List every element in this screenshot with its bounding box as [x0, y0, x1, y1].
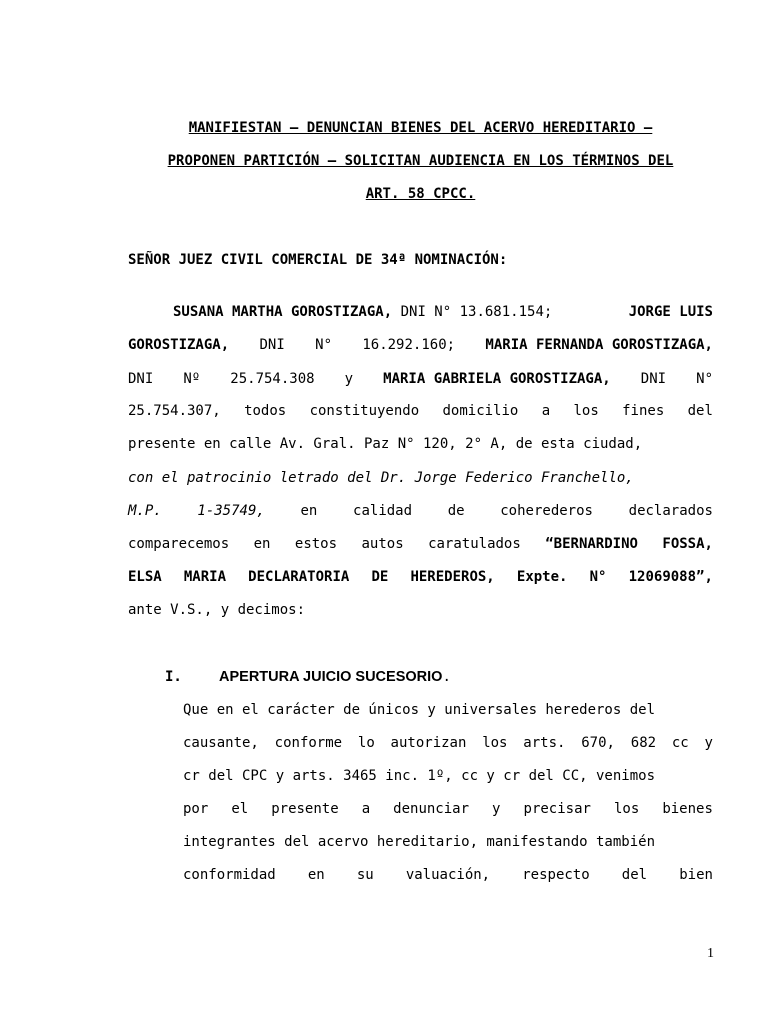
word: 670, [581, 735, 615, 751]
word: a [361, 801, 371, 817]
word: Expte. [516, 569, 568, 585]
word: N° [696, 371, 713, 387]
section1-line-4 [183, 799, 713, 819]
word: lo [357, 735, 375, 751]
word: 682 [630, 735, 657, 751]
word: en [300, 503, 318, 519]
title-line-2: PROPONEN PARTICIÓN – SOLICITAN AUDIENCIA EN LOS TÉRMINOS DEL [167, 153, 674, 169]
word: todos [244, 403, 287, 419]
intro-line-8 [128, 534, 713, 554]
word: ELSA [128, 569, 162, 585]
intro-line-3 [128, 369, 713, 389]
word: HEREDEROS, [410, 569, 495, 585]
word: 25.754.307, [128, 403, 221, 419]
word: en [253, 536, 271, 552]
word: DECLARATORIA [248, 569, 350, 585]
word: precisar [523, 801, 591, 817]
word: coherederos [500, 503, 593, 519]
word: FOSSA, [662, 536, 713, 552]
word: DNI [128, 371, 154, 387]
party-name: SUSANA MARTHA GOROSTIZAGA, [173, 304, 393, 320]
word: respecto [522, 867, 590, 883]
section1-line-1: Que en el carácter de únicos y universales herederos del [183, 702, 656, 718]
word: N° [315, 337, 332, 353]
intro-line-2 [128, 335, 713, 355]
word: DNI [640, 371, 667, 387]
section1-line-6 [183, 865, 713, 885]
word: 16.292.160; [362, 337, 456, 353]
word: por [183, 801, 209, 817]
word: caratulados [428, 536, 521, 552]
party-dni: DNI N° 13.681.154; [400, 304, 553, 320]
word: MARIA [183, 569, 227, 585]
section-heading [219, 667, 451, 687]
page-number: 1 [707, 946, 714, 961]
word: los [482, 735, 508, 751]
word: autos [361, 536, 404, 552]
word: declarados [628, 503, 713, 519]
word: Nº [183, 371, 201, 387]
title-line-3: ART. 58 CPCC. [365, 186, 476, 202]
section-number: I. [165, 669, 182, 685]
party-name: MARIA GABRIELA GOROSTIZAGA, [383, 371, 611, 387]
intro-line-4 [128, 401, 713, 421]
word: autorizan [390, 735, 467, 751]
section1-line-2 [183, 733, 713, 753]
intro-line-10: ante V.S., y decimos: [128, 602, 306, 618]
word: 12069088”, [628, 569, 713, 585]
intro-line-6: con el patrocinio letrado del Dr. Jorge Federico Franchello, [128, 470, 634, 486]
word: conforme [274, 735, 343, 751]
party-name: GOROSTIZAGA, [128, 337, 230, 353]
word: a [541, 403, 551, 419]
word: el [231, 801, 249, 817]
word: los [573, 403, 599, 419]
word: N° [589, 569, 607, 585]
word: estos [294, 536, 338, 552]
title-line-1: MANIFIESTAN – DENUNCIAN BIENES DEL ACERVO HEREDITARIO – [188, 120, 653, 136]
word: del [621, 867, 648, 883]
word: constituyendo [309, 403, 420, 419]
addressee: SEÑOR JUEZ CIVIL COMERCIAL DE 34ª NOMINACIÓN: [128, 252, 508, 268]
intro-line-5: presente en calle Av. Gral. Paz N° 120, 2° A, de esta ciudad, [128, 436, 643, 452]
party-name: JORGE LUIS [628, 304, 713, 320]
section-heading-text: APERTURA JUICIO SUCESORIO [219, 669, 443, 685]
word: presente [271, 801, 339, 817]
word: los [613, 801, 640, 817]
word: en [307, 867, 325, 883]
word: y [344, 371, 354, 387]
word: de [447, 503, 465, 519]
party-name: MARIA FERNANDA GOROSTIZAGA, [485, 337, 713, 353]
word: conformidad [183, 867, 276, 883]
word: cc [671, 735, 689, 751]
intro-line-1 [173, 302, 713, 322]
word: fines [622, 403, 665, 419]
word: y [492, 801, 501, 817]
word: “BERNARDINO [545, 536, 638, 552]
word: bienes [662, 801, 713, 817]
word: DNI [259, 337, 285, 353]
section1-line-5: integrantes del acervo hereditario, manifestando también [183, 834, 656, 850]
word: DE [371, 569, 389, 585]
word: su [356, 867, 374, 883]
intro-line-9 [128, 567, 713, 587]
word: valuación, [405, 867, 491, 883]
intro-line-7 [128, 501, 713, 521]
word: M.P. [128, 503, 162, 519]
word: 25.754.308 [230, 371, 315, 387]
word: 1-35749, [197, 503, 265, 519]
word: del [687, 403, 713, 419]
word: causante, [183, 735, 259, 751]
word: domicilio [442, 403, 519, 419]
word: comparecemos [128, 536, 230, 552]
word: bien [679, 867, 713, 883]
section-heading-period: . [442, 669, 451, 685]
word: calidad [353, 503, 413, 519]
word: arts. [523, 735, 566, 751]
word: y [704, 735, 713, 751]
section1-line-3: cr del CPC y arts. 3465 inc. 1º, cc y cr del CC, venimos [183, 768, 656, 784]
word: denunciar [393, 801, 470, 817]
